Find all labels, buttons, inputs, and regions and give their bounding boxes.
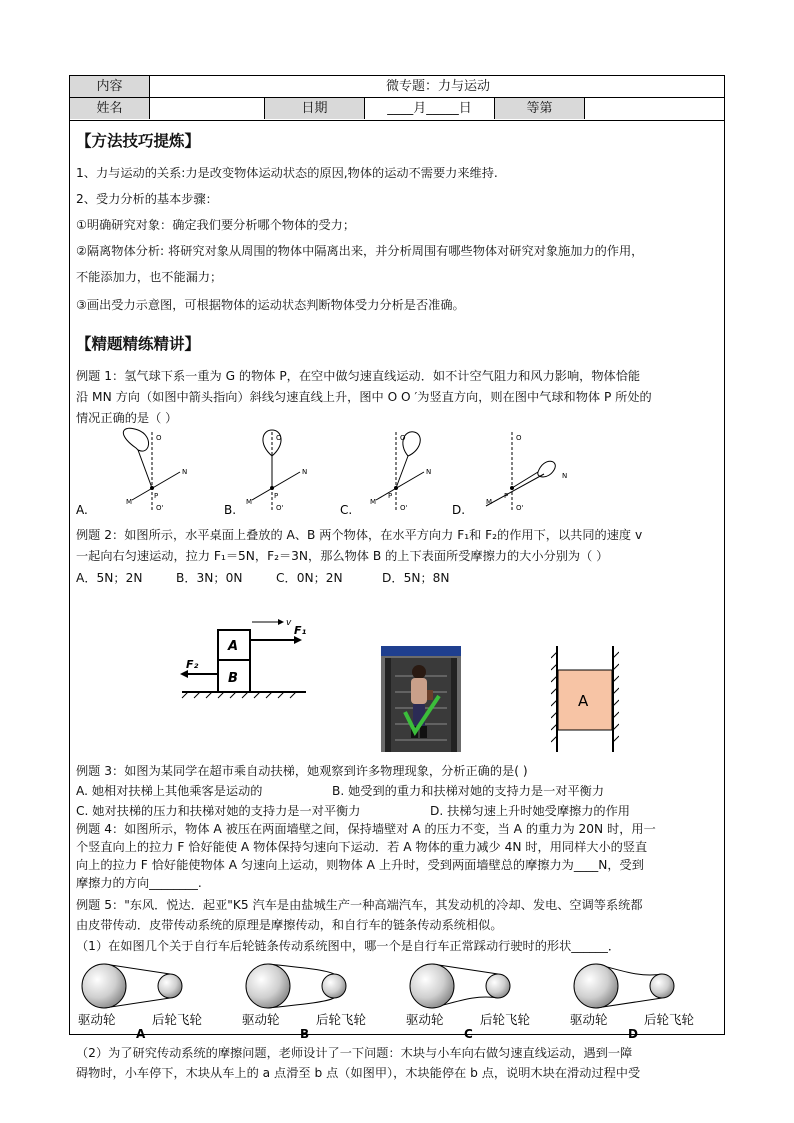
balloon-figure-d: [452, 432, 567, 516]
svg-text:M: M: [370, 498, 377, 506]
date-label: 日期: [265, 98, 365, 119]
svg-text:后轮飞轮: 后轮飞轮: [480, 1012, 531, 1027]
ex3-option-c: C. 她对扶梯的压力和扶梯对她的支持力是一对平衡力: [76, 804, 361, 818]
balloon-figure-c: [340, 432, 431, 516]
ex2-option-d: D．5N；8N: [382, 571, 450, 585]
method-line: ①明确研究对象：确定我们要分析哪个物体的受力；: [76, 218, 356, 232]
wall-block-a-label: A: [578, 692, 589, 710]
method-line: 2、受力分析的基本步骤：: [76, 192, 218, 206]
header-row-content: [70, 76, 724, 98]
svg-text:N: N: [426, 468, 432, 476]
method-line: ②隔离物体分析: 将研究对象从周围的物体中隔离出来，并分析周围有哪些物体对研究对象施加力的作用，: [76, 244, 644, 258]
chain-option-b: [242, 964, 367, 1040]
ex4-line: 向上的拉力 F 恰好能使物体 A 匀速向上运动，则物体 A 上升时，受到两面墙壁总的摩擦力为____N，受到: [76, 858, 644, 872]
ex5-line: 例题 5："东风．悦达．起亚"K5 汽车是由盐城生产一种高端汽车，其发动机的冷却、发电、空调等系统都: [76, 898, 643, 912]
method-heading: 【方法技巧提炼】: [76, 132, 201, 150]
ex5-line: 由皮带传动．皮带传动系统的原理是摩擦传动，和自行车的链条传动系统相似。: [76, 918, 503, 932]
f2-label: F₂: [186, 658, 199, 671]
stacked-blocks-figure: [178, 614, 316, 700]
method-line: 不能添加力，也不能漏力；: [76, 270, 223, 284]
svg-text:P: P: [388, 492, 393, 500]
svg-text:O: O: [516, 434, 522, 442]
grade-field[interactable]: [585, 98, 726, 119]
chain-option-a: [78, 964, 203, 1040]
method-line: ③画出受力示意图，可根据物体的运动状态判断物体受力分析是否准确。: [76, 298, 465, 312]
ex3-option-a: A. 她相对扶梯上其他乘客是运动的: [76, 784, 263, 798]
svg-text:M: M: [246, 498, 253, 506]
block-a-label: A: [228, 639, 239, 654]
svg-text:M: M: [486, 498, 493, 506]
velocity-label: v: [286, 618, 292, 628]
svg-text:D: D: [628, 1027, 638, 1040]
ex4-line: 摩擦力的方向________.: [76, 876, 202, 890]
wall-block-figure: [551, 646, 619, 752]
ex4-line: 个竖直向上的拉力 F 恰好能使 A 物体保持匀速向下运动．若 A 物体的重力减少 4N 时，用同样大小的竖直: [76, 840, 648, 854]
ex4-line: 例题 4：如图所示，物体 A 被压在两面墙壁之间，保持墙壁对 A 的压力不变，当 A 的重力为 20N 时，用一: [76, 822, 656, 836]
ex2-option-b: B．3N；0N: [176, 571, 243, 585]
ex5-part2-line: （2）为了研究传动系统的摩擦问题，老师设计了一下问题：木块与小车向右做匀速直线运动，遇到一障: [76, 1046, 633, 1060]
svg-text:P: P: [504, 492, 509, 500]
option-d-label: D.: [452, 503, 466, 516]
rear-wheel-label: 后轮飞轮: [152, 1012, 203, 1027]
label-m: M: [126, 498, 133, 506]
label-n: N: [182, 468, 188, 476]
svg-text:驱动轮: 驱动轮: [570, 1012, 608, 1027]
escalator-photo: [381, 646, 461, 752]
ex5-line: （1）在如图几个关于自行车后轮链条传动系统图中，哪一个是自行车正常踩动行驶时的形状______．: [76, 939, 621, 953]
svg-text:O': O': [516, 504, 524, 512]
ex1-line: 情况正确的是（ ）: [76, 411, 178, 425]
svg-text:P: P: [274, 492, 279, 500]
ex1-line: 沿 MN 方向（如图中箭头指向）斜线匀速直线上升，图中 O O ′为竖直方向，则在图中气球和物体 P 所处的: [76, 390, 652, 404]
ex5-part2-line: 碍物时，小车停下，木块从车上的 a 点滑至 b 点（如图甲），木块能停在 b 点，说明木块在滑动过程中受: [76, 1066, 641, 1080]
option-letter: A: [136, 1027, 146, 1040]
svg-text:O': O': [276, 504, 284, 512]
header-row-name: [70, 98, 724, 121]
label-o2: O': [156, 504, 164, 512]
svg-text:N: N: [562, 472, 568, 480]
ex3-option-d: D. 扶梯匀速上升时她受摩擦力的作用: [430, 804, 630, 818]
svg-text:驱动轮: 驱动轮: [406, 1012, 444, 1027]
ex1-line: 例题 1：氢气球下系一重为 G 的物体 P，在空中做匀速直线运动．如不计空气阻力和风力影响，物体恰能: [76, 369, 641, 383]
svg-text:C: C: [464, 1027, 473, 1040]
f1-label: F₁: [294, 624, 307, 637]
name-field[interactable]: [150, 98, 265, 119]
block-b-label: B: [228, 671, 238, 686]
option-b-label: B.: [224, 503, 237, 516]
ex3-option-b: B. 她受到的重力和扶梯对她的支持力是一对平衡力: [332, 784, 605, 798]
name-label: 姓名: [70, 98, 150, 119]
ex2-line: 例题 2：如图所示，水平桌面上叠放的 A、B 两个物体，在水平方向力 F₁和 F₂的作用下，以共同的速度 v: [76, 528, 643, 542]
svg-text:驱动轮: 驱动轮: [242, 1012, 280, 1027]
option-c-label: C.: [340, 503, 353, 516]
drive-wheel-label: 驱动轮: [78, 1012, 116, 1027]
method-line: 1、力与运动的关系:力是改变物体运动状态的原因,物体的运动不需要力来维持.: [76, 166, 498, 180]
label-p: P: [154, 492, 159, 500]
practice-heading: 【精题精练精讲】: [76, 335, 201, 353]
chain-drive-figures: [76, 962, 720, 1040]
svg-text:O: O: [276, 434, 282, 442]
ex2-option-c: C．0N；2N: [276, 571, 343, 585]
balloon-figure-a: [76, 428, 187, 516]
svg-text:B: B: [300, 1027, 310, 1040]
ex2-line: 一起向右匀速运动，拉力 F₁＝5N，F₂＝3N，那么物体 B 的上下表面所受摩擦力的大小分别为（ ）: [76, 549, 609, 563]
svg-text:后轮飞轮: 后轮飞轮: [644, 1012, 695, 1027]
chain-option-c: [406, 964, 531, 1040]
option-a-label: A.: [76, 503, 88, 516]
svg-text:O: O: [400, 434, 406, 442]
label-o: O: [156, 434, 162, 442]
ex3-line: 例题 3：如图为某同学在超市乘自动扶梯，她观察到许多物理现象，分析正确的是( ): [76, 764, 528, 778]
chain-option-d: [570, 964, 695, 1040]
svg-text:后轮飞轮: 后轮飞轮: [316, 1012, 367, 1027]
svg-text:O': O': [400, 504, 408, 512]
svg-text:N: N: [302, 468, 308, 476]
date-field[interactable]: ____月_____日: [365, 98, 495, 119]
ex2-option-a: A．5N；2N: [76, 571, 143, 585]
balloon-figures: [76, 426, 720, 516]
topic-title: 微专题：力与运动: [385, 79, 490, 94]
balloon-figure-b: [224, 430, 307, 516]
grade-label: 等第: [495, 98, 585, 119]
content-label: 内容: [70, 76, 150, 97]
worksheet-table: [69, 75, 725, 1080]
